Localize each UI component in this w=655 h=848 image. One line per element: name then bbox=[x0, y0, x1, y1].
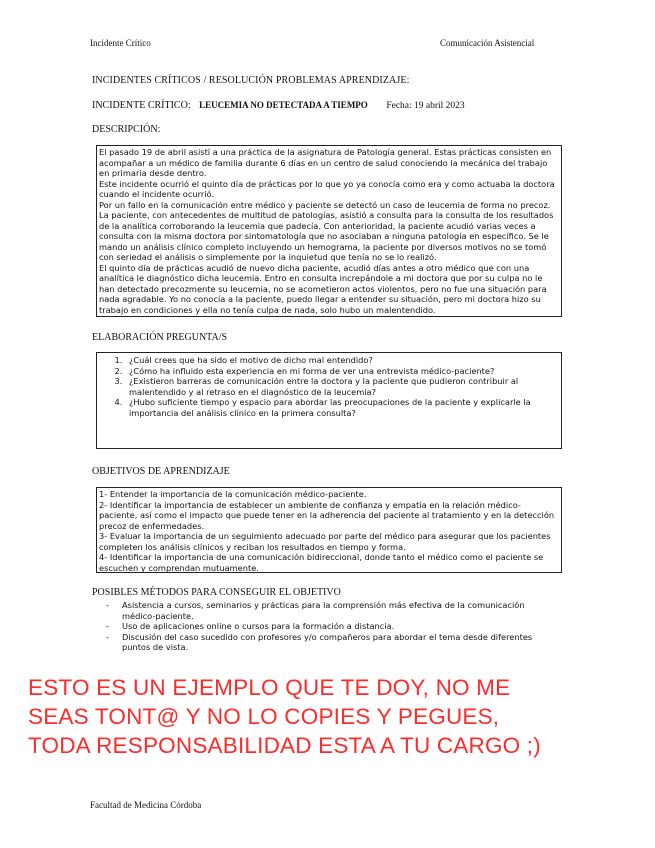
question-item: 4. ¿Hubo suficiente tiempo y espacio para abordar las preocupaciones de la paciente y explicarle la importancia del análisis clínico en la primera consulta? bbox=[125, 397, 557, 418]
objective-item: 3- Evaluar la importancia de un seguimiento adecuado por parte del médico para asegurar que los pacientes completen los análisis clínicos y reciban los resultados en tiempo y forma. bbox=[99, 531, 551, 552]
method-text: Uso de aplicaciones online o cursos para la formación a distancia. bbox=[122, 621, 395, 631]
warning-line: ESTO ES UN EJEMPLO QUE TE DOY, NO ME bbox=[28, 675, 511, 700]
incident-date: Fecha: 19 abril 2023 bbox=[386, 101, 465, 111]
questions-heading: ELABORACIÓN PREGUNTA/S bbox=[92, 332, 228, 343]
objectives-heading: OBJETIVOS DE APRENDIZAJE bbox=[92, 466, 230, 477]
warning-note bbox=[28, 673, 638, 760]
description-paragraph: Este incidente ocurrió el quinto día de prácticas por lo que yo ya conocía como era y como actuaba la doctora cuando el incidente ocurrió. bbox=[99, 178, 555, 199]
warning-line: SEAS TONT@ Y NO LO COPIES Y PEGUES, bbox=[28, 704, 500, 729]
objective-item: 4- Identificar la importancia de una comunicación bidireccional, donde tanto el médico como el paciente se escuchen y comprendan mutuamente. bbox=[99, 552, 544, 573]
document-title: INCIDENTES CRÍTICOS / RESOLUCIÓN PROBLEMAS APRENDIZAJE: bbox=[92, 75, 410, 86]
footer-text: Facultad de Medicina Córdoba bbox=[90, 800, 202, 810]
description-paragraph: El quinto día de prácticas acudió de nuevo dicha paciente, acudió días antes a otro médico que con una analítica le diagnóstico dicha leucemia. Entro en consulta increpándole a mi doctora que por su culpa no le han detectado precozmente su leucemia, no se acometieron actos violentos, pero no fue una situación para nada agradable. Yo no conocía a la paciente, puedo llegar a entender su situación, pero mi doctora hizo su trabajo en condiciones y ella no tenía culpa de nada, solo hubo un malentendido. bbox=[99, 262, 547, 315]
header-right-title: Comunicación Asistencial bbox=[440, 38, 535, 48]
bullet-dash: - bbox=[106, 621, 109, 631]
incident-name: LEUCEMIA NO DETECTADA A TIEMPO bbox=[199, 100, 368, 110]
methods-list bbox=[100, 600, 550, 653]
method-item bbox=[100, 632, 550, 653]
question-item: 2. ¿Cómo ha influido esta experiencia en mi forma de ver una entrevista médico-paciente? bbox=[125, 366, 557, 377]
warning-line: TODA RESPONSABILIDAD ESTA A TU CARGO ;) bbox=[28, 733, 541, 758]
objective-item: 2- Identificar la importancia de establecer un ambiente de confianza y empatía en la relación médico-paciente, así como el impacto que puede tener en la adherencia del paciente al tratamiento y en la detección precoz de enfermedades. bbox=[99, 499, 555, 531]
bullet-dash: - bbox=[106, 631, 109, 642]
objectives-box bbox=[96, 487, 562, 573]
methods-heading: POSIBLES MÉTODOS PARA CONSEGUIR EL OBJETIVO bbox=[92, 587, 341, 598]
header-left-title: Incidente Crítico bbox=[90, 38, 151, 48]
method-item bbox=[100, 621, 550, 632]
method-text: Asistencia a cursos, seminarios y prácticas para la comprensión más efectiva de la comunicación médico-paciente. bbox=[122, 600, 525, 621]
description-heading: DESCRIPCIÓN: bbox=[92, 124, 161, 135]
incident-line bbox=[92, 100, 465, 111]
method-item bbox=[100, 600, 550, 621]
incident-label: INCIDENTE CRÍTICO: bbox=[92, 100, 191, 111]
question-item: 1. ¿Cuál crees que ha sido el motivo de dicho mal entendido? bbox=[125, 355, 557, 366]
description-paragraph: El pasado 19 de abril asistí a una práctica de la asignatura de Patología general. Estas prácticas consisten en acompañar a un médico de familia durante 6 días en un centro de salud conociendo la mecánica del trabajo en primaria desde dentro. bbox=[99, 147, 552, 178]
bullet-dash: - bbox=[106, 600, 109, 610]
description-box bbox=[96, 145, 562, 317]
method-text: Discusión del caso sucedido con profesores y/o compañeros para abordar el tema desde diferentes puntos de vista. bbox=[122, 631, 533, 652]
objective-item: 1- Entender la importancia de la comunicación médico-paciente. bbox=[99, 489, 367, 499]
questions-list bbox=[101, 355, 557, 418]
question-item: 3. ¿Existieron barreras de comunicación entre la doctora y la paciente que pudieron contribuir al malentendido y al retraso en el diagnóstico de la leucemia? bbox=[125, 376, 557, 397]
description-paragraph: Por un fallo en la comunicación entre médico y paciente se detectó un caso de leucemia de forma no precoz. La paciente, con antecedentes de multitud de patologías, asistió a consulta para la consulta de los resultados de la analítica corroborando la leucemia que padecía. Con anterioridad, la paciente acudió varias veces a consulta con la misma doctora por sintomatología que no asociaban a ninguna patología en específico. Se le mando un análisis clínico completo incluyendo un hemograma, la paciente por diversos motivos no se tomó con seriedad el análisis o simplemente por la inquietud que tenía no se lo realizó. bbox=[99, 199, 554, 262]
questions-box bbox=[96, 352, 562, 449]
